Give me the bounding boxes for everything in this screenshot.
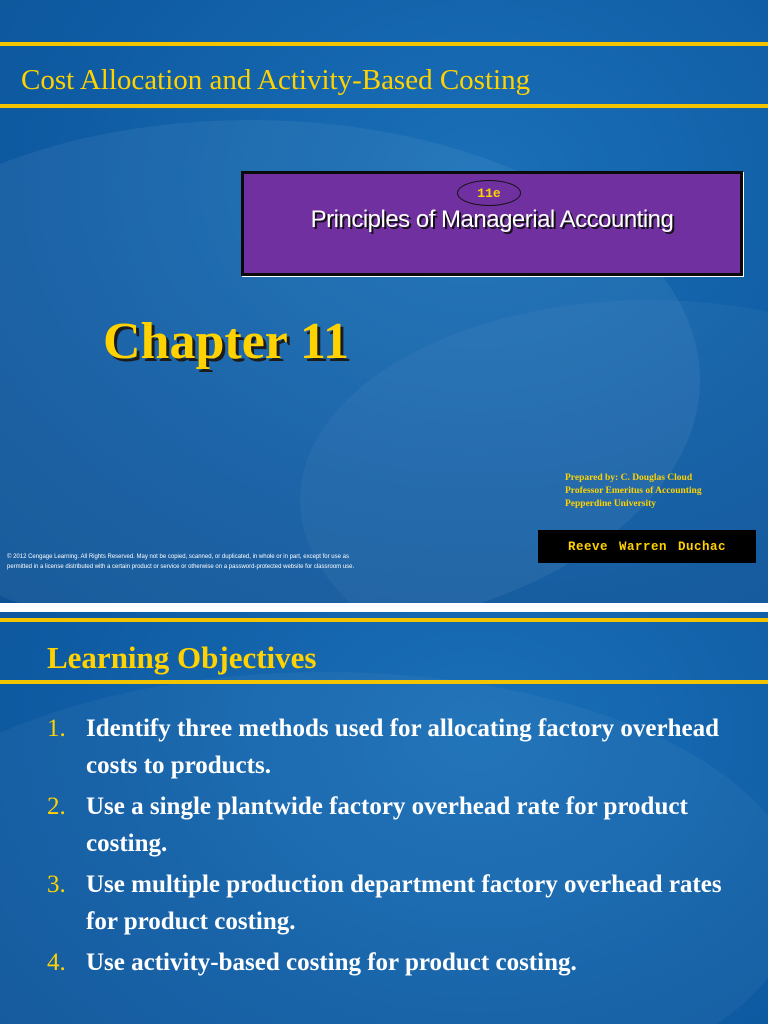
objectives-list [0,710,768,985]
objective-item [0,710,768,784]
title-underline-rule [0,680,768,684]
copyright-line: © 2012 Cengage Learning. All Rights Reserved. May not be copied, scanned, or duplicated, in whole or in part, except for use as [7,554,349,560]
objective-number: 4. [47,949,66,976]
objective-text: Use a single plantwide factory overhead rate for product costing. [86,793,688,857]
top-rule [0,618,768,622]
prepared-by-line: Professor Emeritus of Accounting [565,486,702,496]
objective-item [0,866,768,940]
objective-item [0,944,768,981]
book-title-box [241,171,743,276]
objective-number: 3. [47,871,66,898]
prepared-by-block [565,472,702,511]
objective-text: Identify three methods used for allocating factory overhead costs to products. [86,715,720,779]
objective-text: Use activity-based costing for product costing. [86,949,577,976]
slide-title: Learning Objectives [47,640,317,675]
slide-title: Cost Allocation and Activity-Based Costing [21,64,531,96]
top-rule [0,42,768,46]
objective-number: 2. [47,793,66,820]
book-title: Principles of Managerial Accounting [310,206,674,233]
copyright-line: permitted in a license distributed with a certain product or service or otherwise on a password-protected website for classroom use. [7,564,355,570]
objectives-slide [0,612,768,1024]
prepared-by-line: Prepared by: C. Douglas Cloud [565,473,693,483]
prepared-by-line: Pepperdine University [565,499,657,509]
objective-number: 1. [47,715,66,742]
title-underline-rule [0,104,768,108]
authors-box: Reeve Warren Duchac [538,530,756,563]
chapter-heading: Chapter 11 [103,313,350,370]
copyright-notice [7,552,497,572]
edition-badge: 11e [457,180,521,206]
objective-item [0,788,768,862]
objective-text: Use multiple production department factory overhead rates for product costing. [86,871,722,935]
